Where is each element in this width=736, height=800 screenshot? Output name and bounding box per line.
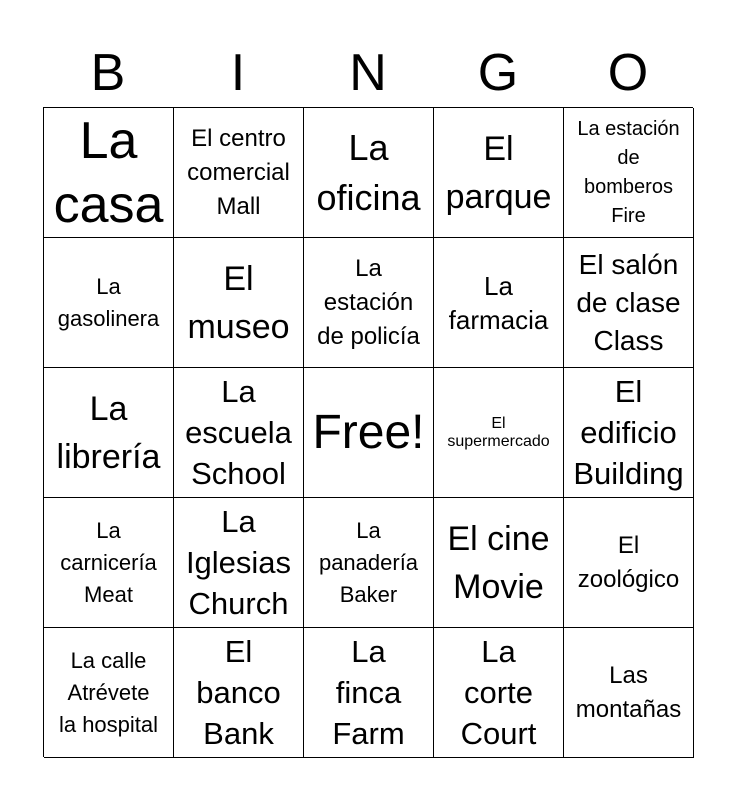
bingo-cell[interactable] (44, 108, 174, 238)
bingo-cell[interactable] (564, 238, 694, 368)
bingo-cell[interactable] (44, 368, 174, 498)
bingo-cell[interactable] (174, 108, 304, 238)
bingo-card-grid (43, 107, 693, 757)
bingo-cell-text: La panadería Baker (318, 517, 419, 607)
bingo-cell-text: La gasolinera (57, 273, 160, 331)
bingo-cell[interactable] (434, 108, 564, 238)
header-letter-b: B (90, 44, 126, 102)
bingo-cell-text: El salón de clase Class (576, 248, 681, 356)
bingo-cell-text: La estación de policía (317, 254, 420, 350)
bingo-cell-text: La escuela School (185, 374, 292, 491)
bingo-cell-text: El museo (187, 259, 290, 346)
bingo-cell-text: La finca Farm (332, 634, 405, 751)
bingo-cell[interactable] (44, 238, 174, 368)
bingo-cell-text: La carnicería Meat (60, 517, 157, 607)
bingo-cell-text: La Iglesias Church (185, 504, 292, 621)
bingo-cell[interactable] (304, 108, 434, 238)
free-space-cell[interactable] (304, 368, 434, 498)
bingo-cell[interactable] (304, 498, 434, 628)
bingo-cell-text: Las montañas (575, 661, 682, 723)
bingo-cell[interactable] (434, 498, 564, 628)
bingo-cell-text: El cine Movie (447, 519, 550, 606)
bingo-cell[interactable] (44, 498, 174, 628)
bingo-cell[interactable] (304, 628, 434, 758)
bingo-cell-text: La corte Court (460, 634, 537, 751)
bingo-cell[interactable] (564, 498, 694, 628)
bingo-cell-text: El parque (445, 129, 552, 216)
bingo-cell[interactable] (434, 368, 564, 498)
bingo-cell-text: La librería (56, 389, 161, 476)
bingo-cell[interactable] (564, 108, 694, 238)
bingo-cell[interactable] (174, 628, 304, 758)
bingo-cell[interactable] (174, 498, 304, 628)
bingo-cell-text: La farmacia (448, 270, 549, 335)
bingo-cell-text: La calle Atrévete la hospital (58, 647, 159, 737)
bingo-cell[interactable] (434, 238, 564, 368)
header-letter-i: I (230, 44, 246, 102)
free-space-text: Free! (312, 405, 425, 459)
bingo-cell-text: El supermercado (447, 414, 550, 450)
bingo-cell-text: El banco Bank (196, 634, 281, 751)
bingo-cell-text: El zoológico (577, 531, 680, 593)
bingo-cell[interactable] (174, 238, 304, 368)
bingo-cell-text: El centro comercial Mall (187, 124, 290, 220)
bingo-cell[interactable] (564, 628, 694, 758)
bingo-cell[interactable] (564, 368, 694, 498)
header-letter-g: G (477, 44, 519, 102)
bingo-header (43, 40, 693, 106)
bingo-cell-text: La oficina (316, 126, 421, 218)
header-letter-n: N (349, 44, 387, 102)
bingo-cell-text: El edificio Building (573, 374, 684, 491)
bingo-cell-text: La casa (53, 111, 164, 234)
bingo-cell[interactable] (44, 628, 174, 758)
header-letter-o: O (607, 44, 649, 102)
bingo-cell[interactable] (174, 368, 304, 498)
bingo-cell-text: La estación de bomberos Fire (577, 117, 680, 227)
bingo-cell[interactable] (434, 628, 564, 758)
bingo-cell[interactable] (304, 238, 434, 368)
